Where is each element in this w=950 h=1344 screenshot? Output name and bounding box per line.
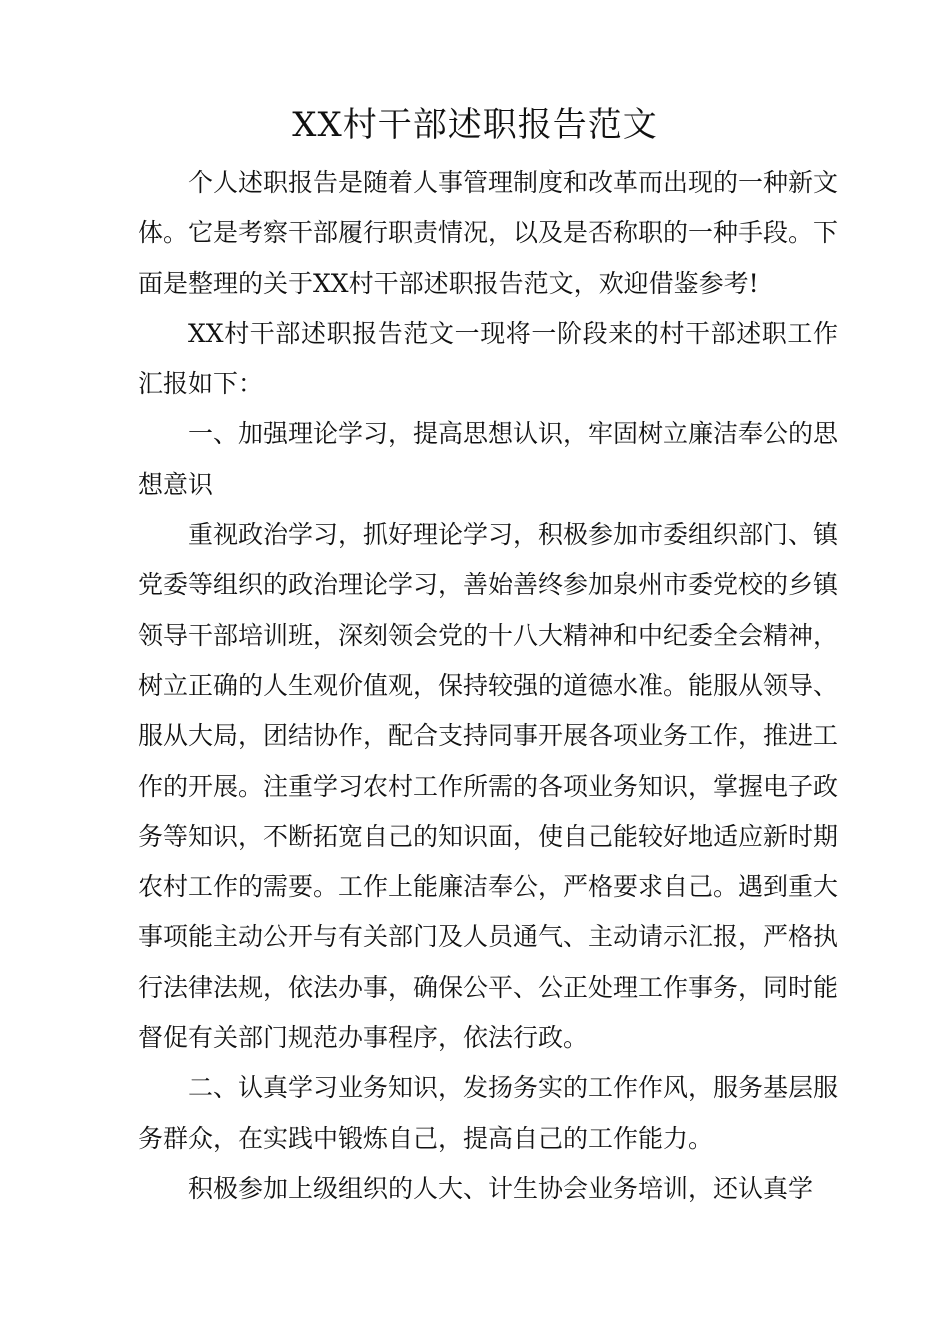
paragraph-section-2: 积极参加上级组织的人大、计生协会业务培训，还认真学	[188, 1173, 814, 1203]
section-heading-1: 一、加强理论学习，提高思想认识，牢固树立廉洁奉公的思想意识	[138, 419, 839, 499]
section-heading-2: 二、认真学习业务知识，发扬务实的工作作风，服务基层服务群众，在实践中锻炼自己，提高自己的工作能力。	[138, 1073, 839, 1153]
paragraph-section-1: 重视政治学习，抓好理论学习，积极参加市委组织部门、镇党委等组织的政治理论学习，善始善终参加泉州市委党校的乡镇领导干部培训班，深刻领会党的十八大精神和中纪委全会精神，树立正确的人生观价值观，保持较强的道德水准。能服从领导、服从大局，团结协作，配合支持同事开展各项业务工作，推进工作的开展。注重学习农村工作所需的各项业务知识，掌握电子政务等知识，不断拓宽自己的知识面，使自己能较好地适应新时期农村工作的需要。工作上能廉洁奉公，严格要求自己。遇到重大事项能主动公开与有关部门及人员通气、主动请示汇报，严格执行法律法规，依法办事，确保公平、公正处理工作事务，同时能督促有关部门规范办事程序，依法行政。	[138, 520, 839, 1053]
document-body	[138, 158, 838, 1214]
paragraph-report-opening: XX村干部述职报告范文一现将一阶段来的村干部述职工作汇报如下：	[138, 318, 838, 399]
document-title: XX村干部述职报告范文	[292, 105, 658, 145]
paragraph-intro: 个人述职报告是随着人事管理制度和改革而出现的一种新文体。它是考察干部履行职责情况，以及是否称职的一种手段。下面是整理的关于XX村干部述职报告范文，欢迎借鉴参考!	[138, 168, 839, 298]
